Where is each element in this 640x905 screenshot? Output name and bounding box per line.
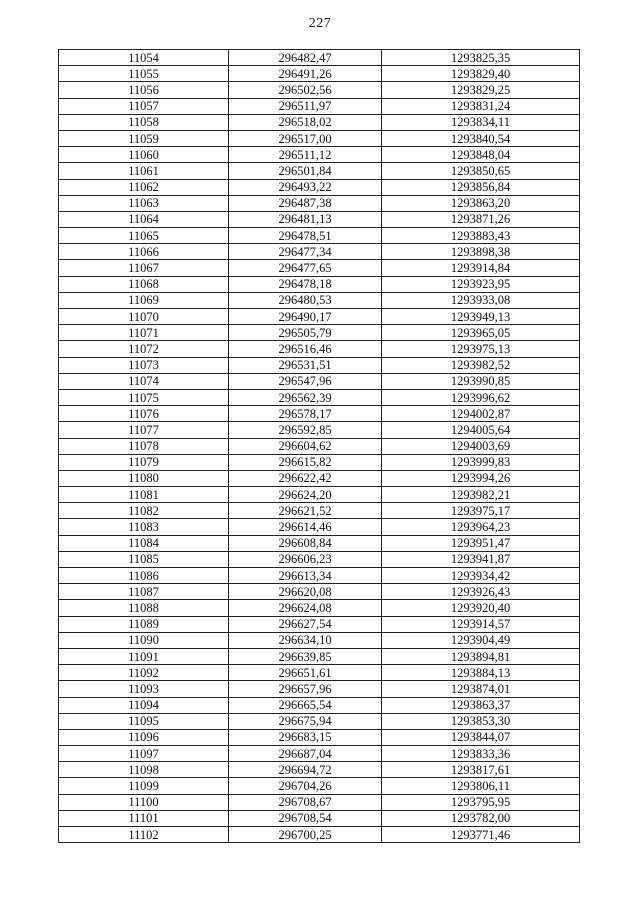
x-coordinate-cell: 296531,51 bbox=[229, 357, 382, 373]
x-coordinate-cell: 296687,04 bbox=[229, 746, 382, 762]
y-coordinate-cell: 1293850,65 bbox=[382, 163, 580, 179]
point-number-cell: 11086 bbox=[59, 568, 229, 584]
table-row bbox=[59, 82, 580, 98]
point-number-cell: 11078 bbox=[59, 438, 229, 454]
table-row bbox=[59, 276, 580, 292]
point-number-cell: 11055 bbox=[59, 66, 229, 82]
y-coordinate-cell: 1293825,35 bbox=[382, 50, 580, 66]
table-row bbox=[59, 357, 580, 373]
point-number-cell: 11088 bbox=[59, 600, 229, 616]
x-coordinate-cell: 296639,85 bbox=[229, 648, 382, 664]
table-row bbox=[59, 568, 580, 584]
y-coordinate-cell: 1293949,13 bbox=[382, 309, 580, 325]
table-row bbox=[59, 827, 580, 843]
table-row bbox=[59, 438, 580, 454]
x-coordinate-cell: 296516,46 bbox=[229, 341, 382, 357]
y-coordinate-cell: 1293806,11 bbox=[382, 778, 580, 794]
table-row bbox=[59, 729, 580, 745]
point-number-cell: 11093 bbox=[59, 681, 229, 697]
point-number-cell: 11084 bbox=[59, 535, 229, 551]
y-coordinate-cell: 1293982,21 bbox=[382, 487, 580, 503]
point-number-cell: 11062 bbox=[59, 179, 229, 195]
x-coordinate-cell: 296614,46 bbox=[229, 519, 382, 535]
table-row bbox=[59, 130, 580, 146]
table-row bbox=[59, 632, 580, 648]
point-number-cell: 11063 bbox=[59, 195, 229, 211]
table-row bbox=[59, 746, 580, 762]
table-row bbox=[59, 584, 580, 600]
point-number-cell: 11092 bbox=[59, 665, 229, 681]
x-coordinate-cell: 296613,34 bbox=[229, 568, 382, 584]
x-coordinate-cell: 296482,47 bbox=[229, 50, 382, 66]
x-coordinate-cell: 296606,23 bbox=[229, 551, 382, 567]
y-coordinate-cell: 1293782,00 bbox=[382, 810, 580, 826]
table-row bbox=[59, 147, 580, 163]
y-coordinate-cell: 1293844,07 bbox=[382, 729, 580, 745]
point-number-cell: 11070 bbox=[59, 309, 229, 325]
x-coordinate-cell: 296704,26 bbox=[229, 778, 382, 794]
x-coordinate-cell: 296615,82 bbox=[229, 454, 382, 470]
table-row bbox=[59, 114, 580, 130]
y-coordinate-cell: 1293904,49 bbox=[382, 632, 580, 648]
point-number-cell: 11091 bbox=[59, 648, 229, 664]
point-number-cell: 11097 bbox=[59, 746, 229, 762]
point-number-cell: 11058 bbox=[59, 114, 229, 130]
page-number: 227 bbox=[308, 16, 332, 31]
x-coordinate-cell: 296518,02 bbox=[229, 114, 382, 130]
point-number-cell: 11054 bbox=[59, 50, 229, 66]
table-row bbox=[59, 794, 580, 810]
y-coordinate-cell: 1293999,83 bbox=[382, 454, 580, 470]
x-coordinate-cell: 296622,42 bbox=[229, 470, 382, 486]
x-coordinate-cell: 296683,15 bbox=[229, 729, 382, 745]
table-row bbox=[59, 519, 580, 535]
y-coordinate-cell: 1293996,62 bbox=[382, 389, 580, 405]
table-row bbox=[59, 713, 580, 729]
y-coordinate-cell: 1293831,24 bbox=[382, 98, 580, 114]
y-coordinate-cell: 1293965,05 bbox=[382, 325, 580, 341]
y-coordinate-cell: 1293941,87 bbox=[382, 551, 580, 567]
y-coordinate-cell: 1293883,43 bbox=[382, 228, 580, 244]
y-coordinate-cell: 1293871,26 bbox=[382, 211, 580, 227]
point-number-cell: 11059 bbox=[59, 130, 229, 146]
x-coordinate-cell: 296478,51 bbox=[229, 228, 382, 244]
x-coordinate-cell: 296694,72 bbox=[229, 762, 382, 778]
x-coordinate-cell: 296501,84 bbox=[229, 163, 382, 179]
y-coordinate-cell: 1293894,81 bbox=[382, 648, 580, 664]
x-coordinate-cell: 296487,38 bbox=[229, 195, 382, 211]
table-row bbox=[59, 211, 580, 227]
x-coordinate-cell: 296493,22 bbox=[229, 179, 382, 195]
x-coordinate-cell: 296511,97 bbox=[229, 98, 382, 114]
y-coordinate-cell: 1293982,52 bbox=[382, 357, 580, 373]
y-coordinate-cell: 1294003,69 bbox=[382, 438, 580, 454]
x-coordinate-cell: 296651,61 bbox=[229, 665, 382, 681]
x-coordinate-cell: 296578,17 bbox=[229, 406, 382, 422]
y-coordinate-cell: 1293898,38 bbox=[382, 244, 580, 260]
table-row bbox=[59, 697, 580, 713]
table-row bbox=[59, 309, 580, 325]
table-row bbox=[59, 341, 580, 357]
x-coordinate-cell: 296708,67 bbox=[229, 794, 382, 810]
y-coordinate-cell: 1294005,64 bbox=[382, 422, 580, 438]
point-number-cell: 11065 bbox=[59, 228, 229, 244]
x-coordinate-cell: 296675,94 bbox=[229, 713, 382, 729]
y-coordinate-cell: 1293817,61 bbox=[382, 762, 580, 778]
table-row bbox=[59, 260, 580, 276]
point-number-cell: 11066 bbox=[59, 244, 229, 260]
x-coordinate-cell: 296620,08 bbox=[229, 584, 382, 600]
table-row bbox=[59, 503, 580, 519]
point-number-cell: 11098 bbox=[59, 762, 229, 778]
y-coordinate-cell: 1293975,17 bbox=[382, 503, 580, 519]
y-coordinate-cell: 1293884,13 bbox=[382, 665, 580, 681]
x-coordinate-cell: 296490,17 bbox=[229, 309, 382, 325]
table-row bbox=[59, 422, 580, 438]
y-coordinate-cell: 1294002,87 bbox=[382, 406, 580, 422]
point-number-cell: 11080 bbox=[59, 470, 229, 486]
x-coordinate-cell: 296511,12 bbox=[229, 147, 382, 163]
point-number-cell: 11102 bbox=[59, 827, 229, 843]
point-number-cell: 11096 bbox=[59, 729, 229, 745]
x-coordinate-cell: 296624,20 bbox=[229, 487, 382, 503]
x-coordinate-cell: 296708,54 bbox=[229, 810, 382, 826]
y-coordinate-cell: 1293914,84 bbox=[382, 260, 580, 276]
y-coordinate-cell: 1293964,23 bbox=[382, 519, 580, 535]
point-number-cell: 11074 bbox=[59, 373, 229, 389]
table-row bbox=[59, 244, 580, 260]
y-coordinate-cell: 1293920,40 bbox=[382, 600, 580, 616]
point-number-cell: 11094 bbox=[59, 697, 229, 713]
y-coordinate-cell: 1293990,85 bbox=[382, 373, 580, 389]
table-row bbox=[59, 778, 580, 794]
y-coordinate-cell: 1293833,36 bbox=[382, 746, 580, 762]
point-number-cell: 11101 bbox=[59, 810, 229, 826]
x-coordinate-cell: 296700,25 bbox=[229, 827, 382, 843]
coordinates-table bbox=[58, 49, 580, 843]
x-coordinate-cell: 296481,13 bbox=[229, 211, 382, 227]
table-row bbox=[59, 600, 580, 616]
table-row bbox=[59, 50, 580, 66]
x-coordinate-cell: 296480,53 bbox=[229, 292, 382, 308]
table-row bbox=[59, 470, 580, 486]
point-number-cell: 11079 bbox=[59, 454, 229, 470]
y-coordinate-cell: 1293934,42 bbox=[382, 568, 580, 584]
y-coordinate-cell: 1293834,11 bbox=[382, 114, 580, 130]
x-coordinate-cell: 296502,56 bbox=[229, 82, 382, 98]
x-coordinate-cell: 296592,85 bbox=[229, 422, 382, 438]
point-number-cell: 11076 bbox=[59, 406, 229, 422]
point-number-cell: 11100 bbox=[59, 794, 229, 810]
y-coordinate-cell: 1293933,08 bbox=[382, 292, 580, 308]
point-number-cell: 11089 bbox=[59, 616, 229, 632]
x-coordinate-cell: 296477,34 bbox=[229, 244, 382, 260]
y-coordinate-cell: 1293863,37 bbox=[382, 697, 580, 713]
y-coordinate-cell: 1293975,13 bbox=[382, 341, 580, 357]
table-row bbox=[59, 98, 580, 114]
y-coordinate-cell: 1293771,46 bbox=[382, 827, 580, 843]
x-coordinate-cell: 296505,79 bbox=[229, 325, 382, 341]
point-number-cell: 11068 bbox=[59, 276, 229, 292]
x-coordinate-cell: 296608,84 bbox=[229, 535, 382, 551]
y-coordinate-cell: 1293951,47 bbox=[382, 535, 580, 551]
x-coordinate-cell: 296477,65 bbox=[229, 260, 382, 276]
point-number-cell: 11075 bbox=[59, 389, 229, 405]
point-number-cell: 11090 bbox=[59, 632, 229, 648]
x-coordinate-cell: 296547,96 bbox=[229, 373, 382, 389]
table-row bbox=[59, 179, 580, 195]
x-coordinate-cell: 296562,39 bbox=[229, 389, 382, 405]
point-number-cell: 11064 bbox=[59, 211, 229, 227]
point-number-cell: 11081 bbox=[59, 487, 229, 503]
x-coordinate-cell: 296665,54 bbox=[229, 697, 382, 713]
x-coordinate-cell: 296657,96 bbox=[229, 681, 382, 697]
y-coordinate-cell: 1293914,57 bbox=[382, 616, 580, 632]
table-row bbox=[59, 389, 580, 405]
y-coordinate-cell: 1293829,40 bbox=[382, 66, 580, 82]
point-number-cell: 11071 bbox=[59, 325, 229, 341]
point-number-cell: 11057 bbox=[59, 98, 229, 114]
y-coordinate-cell: 1293994,26 bbox=[382, 470, 580, 486]
y-coordinate-cell: 1293840,54 bbox=[382, 130, 580, 146]
table-row bbox=[59, 163, 580, 179]
x-coordinate-cell: 296517,00 bbox=[229, 130, 382, 146]
point-number-cell: 11085 bbox=[59, 551, 229, 567]
point-number-cell: 11095 bbox=[59, 713, 229, 729]
y-coordinate-cell: 1293863,20 bbox=[382, 195, 580, 211]
coordinates-table-body bbox=[59, 50, 580, 843]
y-coordinate-cell: 1293926,43 bbox=[382, 584, 580, 600]
point-number-cell: 11056 bbox=[59, 82, 229, 98]
table-row bbox=[59, 228, 580, 244]
point-number-cell: 11067 bbox=[59, 260, 229, 276]
x-coordinate-cell: 296491,26 bbox=[229, 66, 382, 82]
y-coordinate-cell: 1293848,04 bbox=[382, 147, 580, 163]
x-coordinate-cell: 296604,62 bbox=[229, 438, 382, 454]
y-coordinate-cell: 1293856,84 bbox=[382, 179, 580, 195]
y-coordinate-cell: 1293829,25 bbox=[382, 82, 580, 98]
y-coordinate-cell: 1293923,95 bbox=[382, 276, 580, 292]
table-row bbox=[59, 454, 580, 470]
table-row bbox=[59, 373, 580, 389]
x-coordinate-cell: 296478,18 bbox=[229, 276, 382, 292]
x-coordinate-cell: 296624,08 bbox=[229, 600, 382, 616]
point-number-cell: 11061 bbox=[59, 163, 229, 179]
point-number-cell: 11099 bbox=[59, 778, 229, 794]
point-number-cell: 11083 bbox=[59, 519, 229, 535]
table-row bbox=[59, 325, 580, 341]
table-row bbox=[59, 648, 580, 664]
y-coordinate-cell: 1293795,95 bbox=[382, 794, 580, 810]
table-row bbox=[59, 66, 580, 82]
x-coordinate-cell: 296627,54 bbox=[229, 616, 382, 632]
table-row bbox=[59, 762, 580, 778]
table-row bbox=[59, 292, 580, 308]
table-row bbox=[59, 665, 580, 681]
table-row bbox=[59, 616, 580, 632]
y-coordinate-cell: 1293874,01 bbox=[382, 681, 580, 697]
point-number-cell: 11077 bbox=[59, 422, 229, 438]
table-row bbox=[59, 487, 580, 503]
table-row bbox=[59, 681, 580, 697]
point-number-cell: 11060 bbox=[59, 147, 229, 163]
table-row bbox=[59, 810, 580, 826]
table-row bbox=[59, 406, 580, 422]
y-coordinate-cell: 1293853,30 bbox=[382, 713, 580, 729]
table-row bbox=[59, 535, 580, 551]
point-number-cell: 11087 bbox=[59, 584, 229, 600]
point-number-cell: 11082 bbox=[59, 503, 229, 519]
table-row bbox=[59, 551, 580, 567]
point-number-cell: 11073 bbox=[59, 357, 229, 373]
x-coordinate-cell: 296621,52 bbox=[229, 503, 382, 519]
point-number-cell: 11069 bbox=[59, 292, 229, 308]
point-number-cell: 11072 bbox=[59, 341, 229, 357]
table-row bbox=[59, 195, 580, 211]
x-coordinate-cell: 296634,10 bbox=[229, 632, 382, 648]
